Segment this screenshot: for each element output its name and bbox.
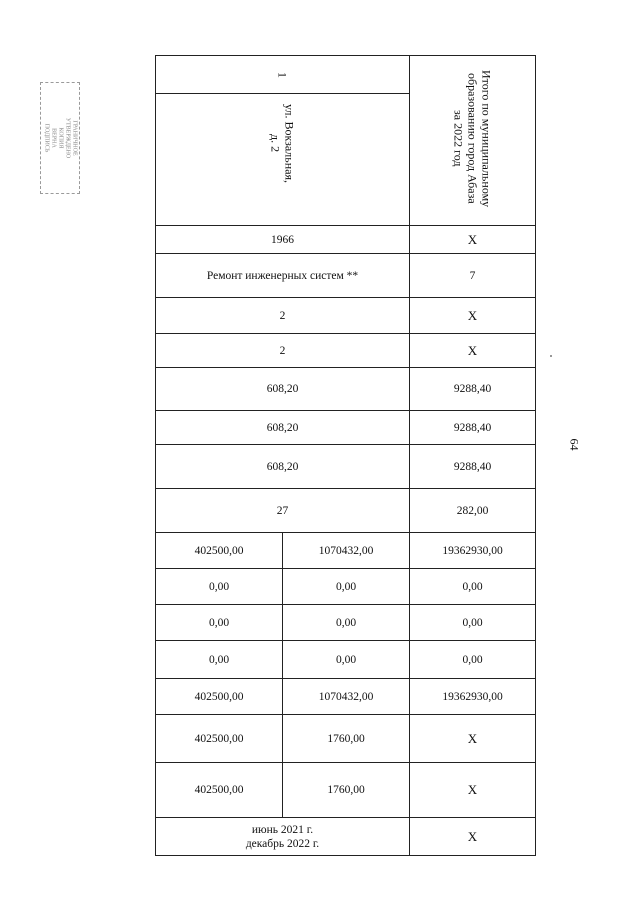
cell: 0,00 <box>283 605 410 641</box>
table-row <box>156 226 536 254</box>
total-cell: 19362930,00 <box>410 679 536 715</box>
table-row <box>156 445 536 489</box>
cell: 1966 <box>156 226 410 254</box>
cell: июнь 2021 г. декабрь 2022 г. <box>156 818 410 856</box>
table-row <box>156 298 536 334</box>
total-cell: 9288,40 <box>410 368 536 411</box>
cell: 1760,00 <box>283 763 410 818</box>
cell: 1760,00 <box>283 715 410 763</box>
table-row <box>156 715 536 763</box>
total-cell: 0,00 <box>410 605 536 641</box>
cell: 402500,00 <box>156 715 283 763</box>
cell: Ремонт инженерных систем ** <box>156 254 410 298</box>
total-cell: 282,00 <box>410 489 536 533</box>
cell: 2 <box>156 298 410 334</box>
stamp-text: ГРАНИЧНОЕ УТВЕРЖДЕНО КОПИЯ ВЕРНА ПОДПИСЬ <box>43 117 78 159</box>
cell: 0,00 <box>283 641 410 679</box>
total-cell: Х <box>410 818 536 856</box>
total-cell: 7 <box>410 254 536 298</box>
column-number-cell <box>156 56 410 94</box>
total-cell: Х <box>410 226 536 254</box>
table-row <box>156 533 536 569</box>
cell: 27 <box>156 489 410 533</box>
cell: 1070432,00 <box>283 679 410 715</box>
total-cell: Х <box>410 715 536 763</box>
cell: 1070432,00 <box>283 533 410 569</box>
cell: 608,20 <box>156 411 410 445</box>
address-text: ул. Вокзальная, д. 2 <box>268 104 297 184</box>
total-header-cell <box>410 56 536 226</box>
cell: 0,00 <box>156 605 283 641</box>
total-cell: Х <box>410 334 536 368</box>
column-number: 1 <box>275 71 290 78</box>
cell: 402500,00 <box>156 679 283 715</box>
cell: 2 <box>156 334 410 368</box>
total-cell: 0,00 <box>410 641 536 679</box>
total-title: Итого по муниципальному образованию город Абаза за 2022 год <box>451 69 494 208</box>
table-row <box>156 679 536 715</box>
total-cell: 19362930,00 <box>410 533 536 569</box>
total-cell: 9288,40 <box>410 445 536 489</box>
table-row <box>156 489 536 533</box>
table-row <box>156 569 536 605</box>
approval-stamp <box>40 82 80 194</box>
table-row <box>156 641 536 679</box>
table-row <box>156 763 536 818</box>
total-cell: Х <box>410 298 536 334</box>
total-cell: 0,00 <box>410 569 536 605</box>
cell: 608,20 <box>156 445 410 489</box>
total-cell: Х <box>410 763 536 818</box>
table-row <box>156 818 536 856</box>
total-cell: 9288,40 <box>410 411 536 445</box>
cell: 0,00 <box>283 569 410 605</box>
page-number: 64 <box>567 438 582 451</box>
table-row <box>156 254 536 298</box>
scan-speck <box>550 355 552 357</box>
table-row <box>156 368 536 411</box>
cell: 402500,00 <box>156 533 283 569</box>
cell: 0,00 <box>156 641 283 679</box>
cell: 402500,00 <box>156 763 283 818</box>
address-cell <box>156 94 410 226</box>
table-row <box>156 605 536 641</box>
table-row <box>156 334 536 368</box>
cell: 0,00 <box>156 569 283 605</box>
data-table <box>155 55 536 856</box>
cell: 608,20 <box>156 368 410 411</box>
table-row <box>156 411 536 445</box>
